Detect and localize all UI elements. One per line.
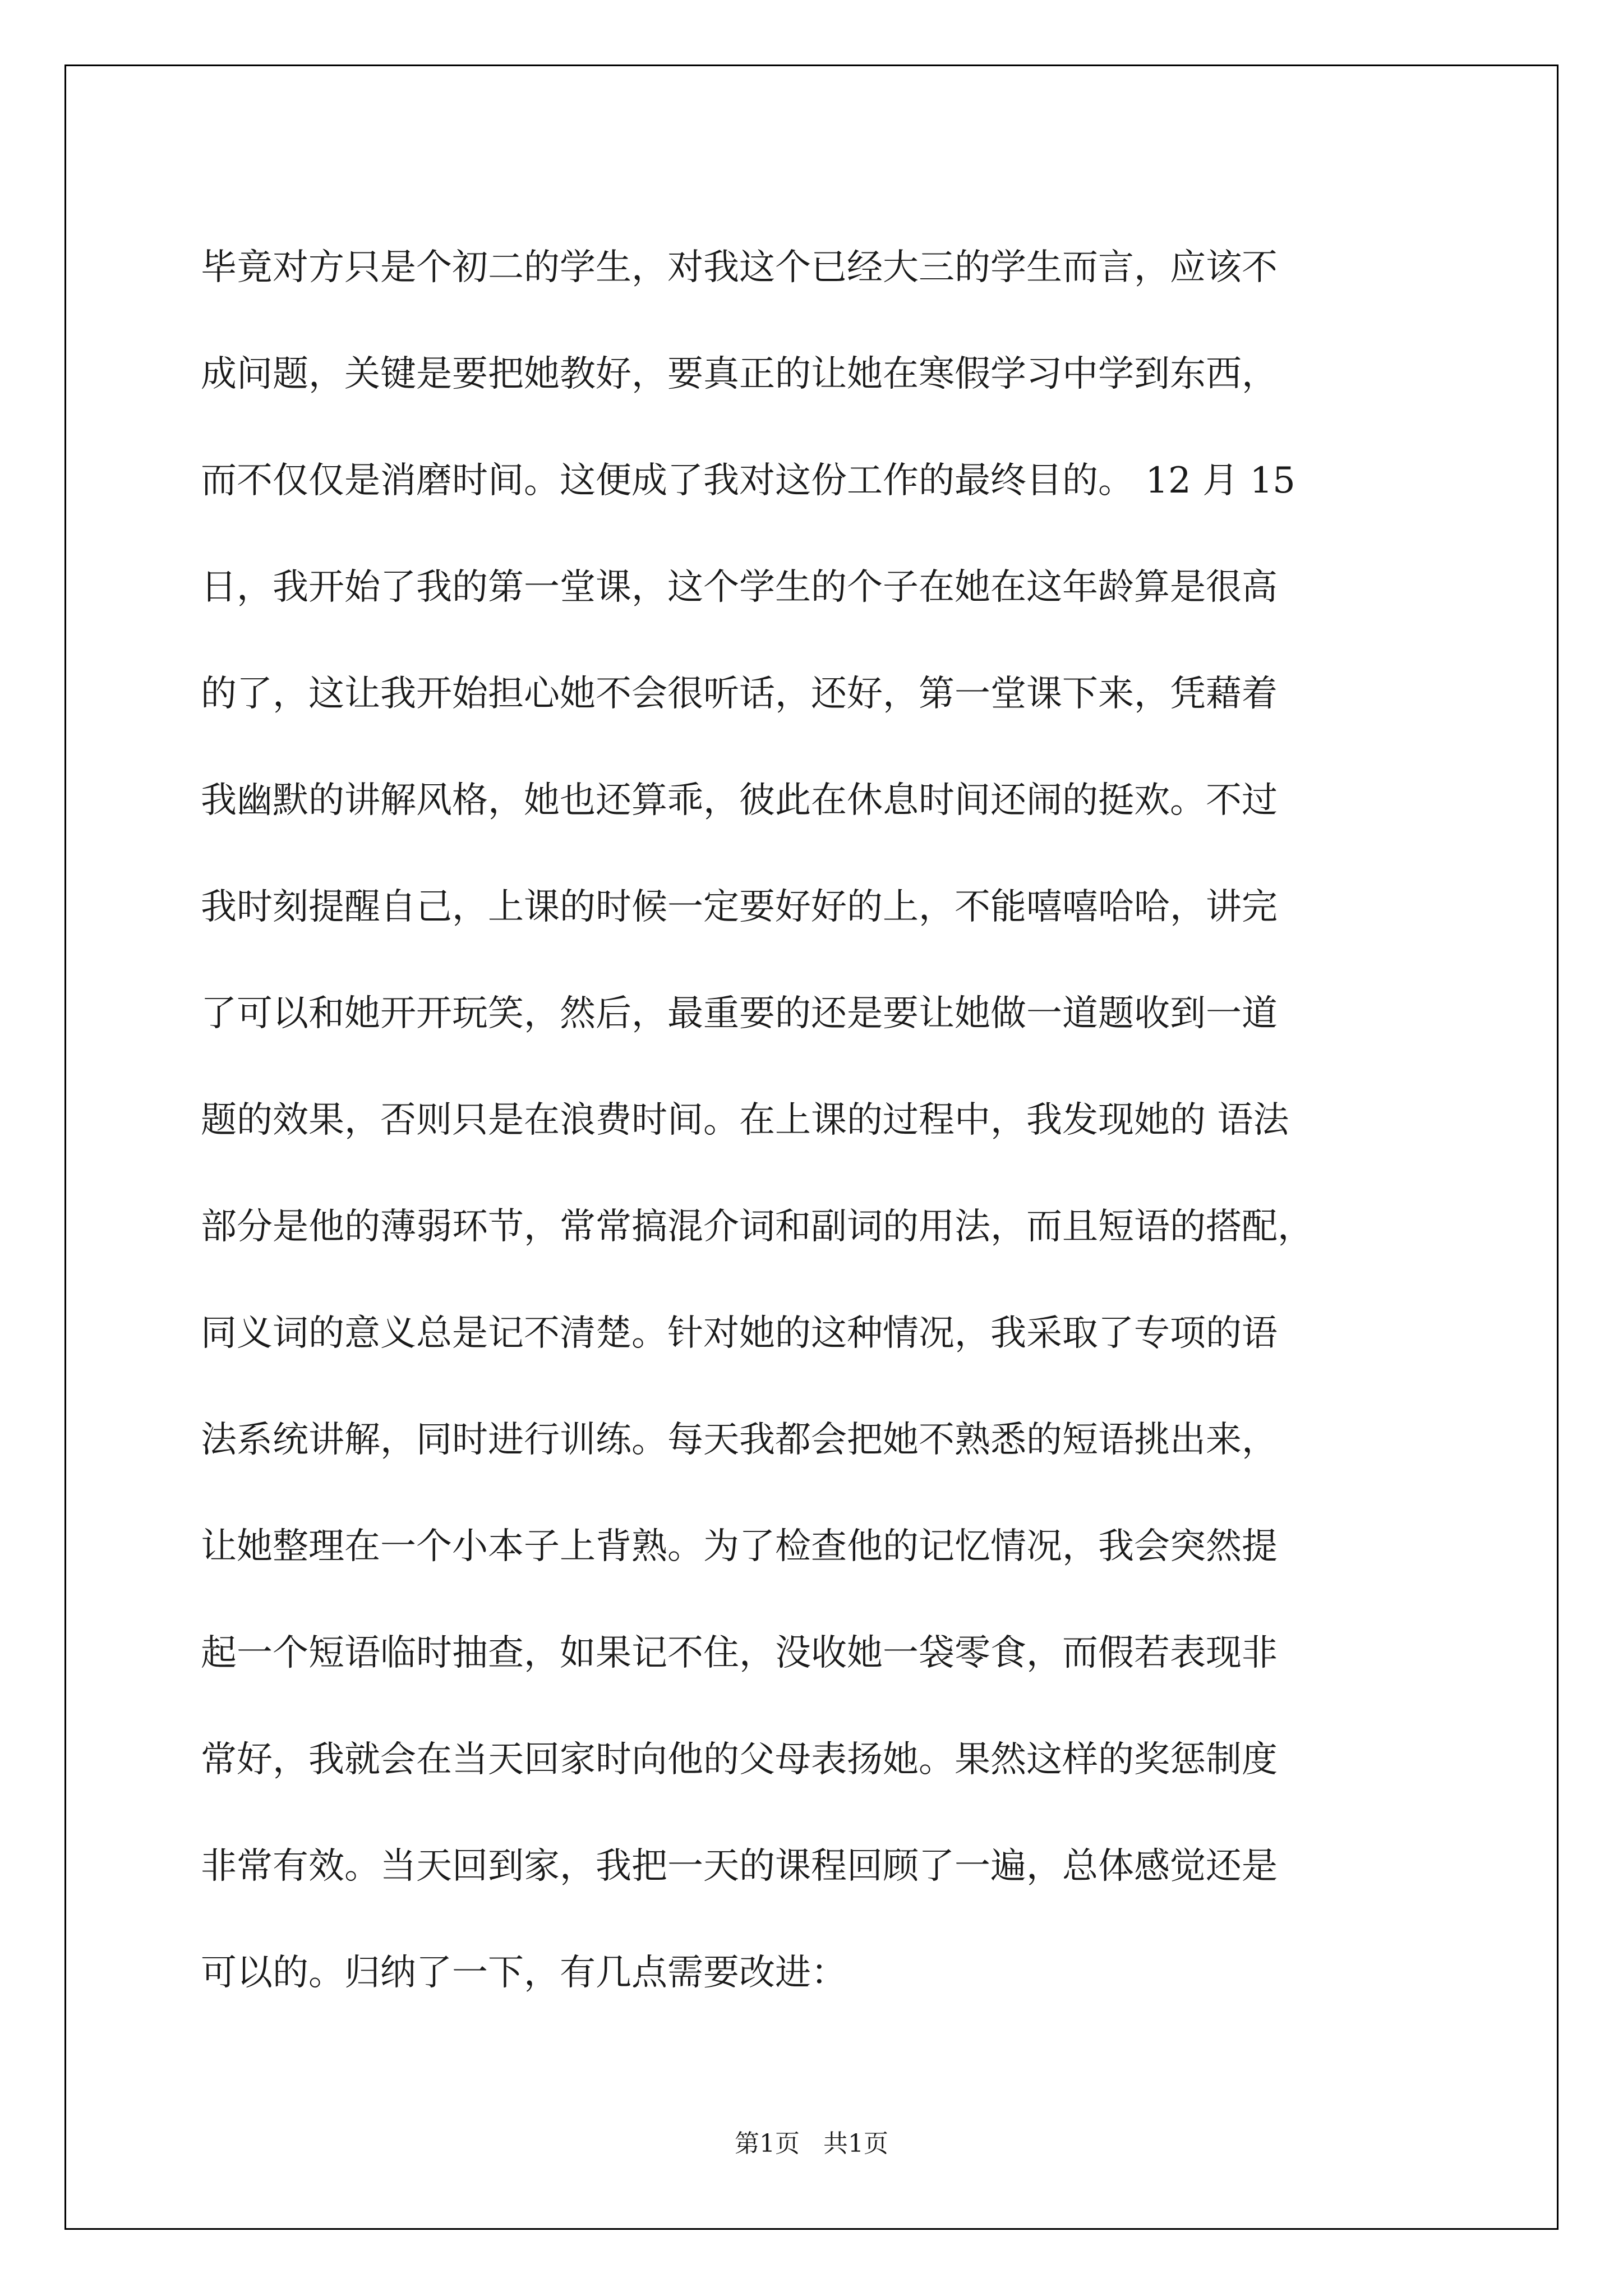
text-line-15: 常好，我就会在当天回家时向他的父母表扬她。果然这样的奖惩制度	[201, 1739, 1278, 1780]
text-line-7: 我时刻提醒自己，上课的时候一定要好好的上，不能嘻嘻哈哈，讲完	[201, 886, 1278, 928]
text-line-1: 毕竟对方只是个初二的学生，对我这个已经大三的学生而言，应该不	[201, 247, 1278, 288]
text-line-5: 的了，这让我开始担心她不会很听话，还好，第一堂课下来，凭藉着	[201, 673, 1278, 715]
page-footer: 第1页 共1页	[735, 2129, 888, 2158]
text-line-4: 日，我开始了我的第一堂课，这个学生的个子在她在这年龄算是很高	[201, 567, 1278, 608]
text-line-9: 题的效果，否则只是在浪费时间。在上课的过程中，我发现她的 语法	[201, 1099, 1289, 1141]
text-line-10: 部分是他的薄弱环节，常常搞混介词和副词的用法，而且短语的搭配，	[201, 1206, 1313, 1248]
text-line-13: 让她整理在一个小本子上背熟。为了检查他的记忆情况，我会突然提	[201, 1526, 1278, 1567]
text-line-16: 非常有效。当天回到家，我把一天的课程回顾了一遍，总体感觉还是	[201, 1846, 1278, 1887]
text-line-2: 成问题，关键是要把她教好，要真正的让她在寒假学习中学到东西，	[201, 353, 1278, 395]
text-line-17: 可以的。归纳了一下，有几点需要改进：	[201, 1952, 847, 1994]
text-line-11: 同义词的意义总是记不清楚。针对她的这种情况，我采取了专项的语	[201, 1313, 1278, 1354]
text-line-12: 法系统讲解，同时进行训练。每天我都会把她不熟悉的短语挑出来，	[201, 1419, 1278, 1461]
text-line-14: 起一个短语临时抽查，如果记不住，没收她一袋零食，而假若表现非	[201, 1632, 1278, 1674]
text-line-8: 了可以和她开开玩笑，然后，最重要的还是要让她做一道题收到一道	[201, 993, 1278, 1034]
body-text	[201, 214, 1457, 2026]
text-line-6: 我幽默的讲解风格，她也还算乖，彼此在休息时间还闹的挺欢。不过	[201, 780, 1278, 821]
text-line-3: 而不仅仅是消磨时间。这便成了我对这份工作的最终目的。 12 月 15	[201, 460, 1295, 501]
